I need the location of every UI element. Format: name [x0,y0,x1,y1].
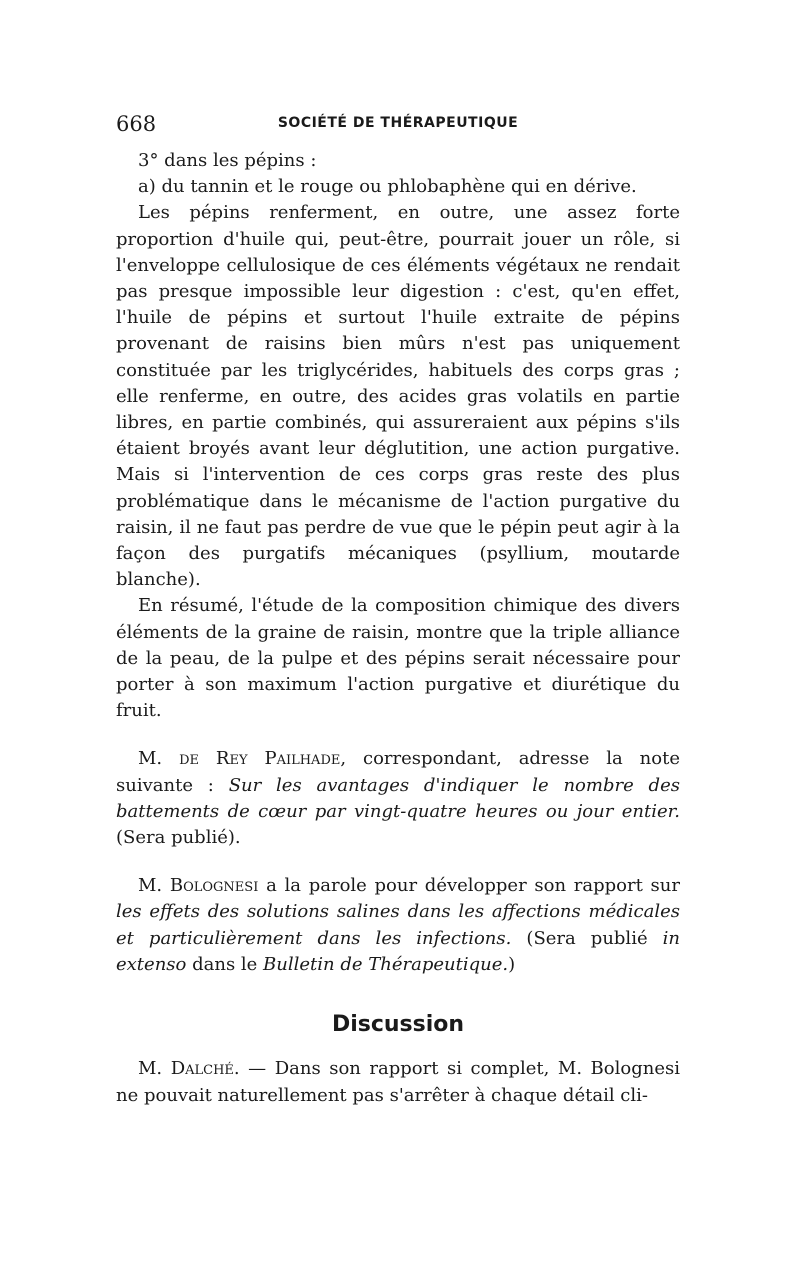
note-title: Sur les avantages d'indiquer le nombre des battements de cœur par vingt-quatre heures ou jour entier. [116,774,680,822]
speaker-prefix: M. [138,1058,163,1080]
paragraph-tannin: a) du tannin et le rouge ou phlobaphène qui en dérive. [138,176,637,198]
paragraph-text: correspondant, adresse la note suivante : [116,748,680,796]
paragraph-text: dans le [192,953,258,975]
paragraph-dalche [116,1056,680,1108]
paragraph-rey-pailhade [116,746,680,851]
section-heading: Discussion [331,1012,465,1038]
bulletin-title: Bulletin de Thérapeutique. [263,953,509,975]
running-title: SOCIÉTÉ DE THÉRAPEUTIQUE [277,115,519,131]
paragraph-text: a la parole pour développer son rapport sur [266,875,680,897]
paragraph-huile: Les pépins renferment, en outre, une assez forte proportion d'huile qui, peut-être, pourrait jouer un rôle, si l'enveloppe cellulosique de ces éléments végétaux ne rendait pas presque impossible leur digestion : c'est, qu'en effet, l'huile de pépins et surtout l'huile extraite de pépins provenant de raisins bien mûrs n'est pas uniquement constituée par les triglycérides, habituels des corps gras ; elle renferme, en outre, des acides gras volatils en partie libres, en partie combinés, qui assureraient aux pépins s'ils étaient broyés avant leur déglutition, une action purgative. Mais si l'intervention de ces corps gras reste des plus problématique dans le mécanisme de l'action purgative du raisin, il ne faut pas perdre de vue que le pépin peut agir à la façon des purgatifs mécaniques (psyllium, moutarde blanche). [116,202,680,591]
paragraph-pepins-intro: 3° dans les pépins : [138,150,317,171]
speaker-name: Dalché. [170,1058,240,1080]
body-text [116,148,680,1109]
report-title: les effets des solutions salines dans les affections médicales et particulièrement dans les infections. [116,901,680,949]
latin-phrase: in extenso [116,927,681,975]
page-header [116,112,680,142]
page-number: 668 [116,112,157,136]
paragraph-bolognesi [116,873,680,978]
paragraph-text: (Sera publié). [116,827,241,849]
speaker-name: Bolognesi [169,875,259,897]
paragraph-text: — Dans son rapport si complet, M. Bolognesi ne pouvait naturellement pas s'arrêter à chaque détail cli- [116,1058,680,1106]
speaker-prefix: M. [138,748,163,770]
speaker-prefix: M. [138,875,163,897]
paragraph-resume: En résumé, l'étude de la composition chimique des divers éléments de la graine de raisin, montre que la triple alliance de la peau, de la pulpe et des pépins serait nécessaire pour porter à son maximum l'action purgative et diurétique du fruit. [116,595,680,722]
paragraph-text: ) [508,953,516,975]
paragraph-text: (Sera publié [526,927,648,949]
speaker-name: de Rey Pailhade, [179,748,347,770]
